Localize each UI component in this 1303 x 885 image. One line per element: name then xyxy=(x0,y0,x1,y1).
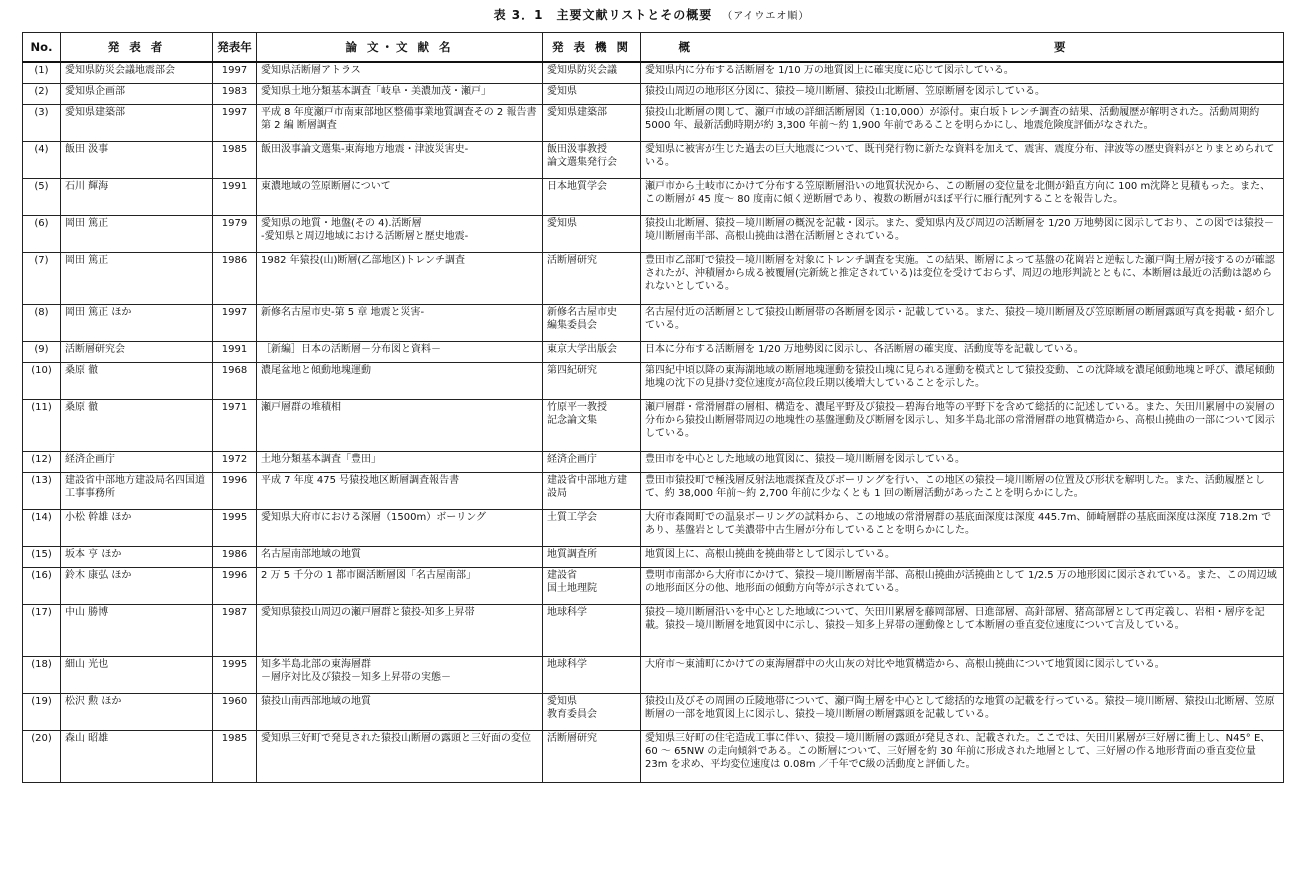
page-title xyxy=(0,6,1303,23)
table-row xyxy=(23,656,1284,693)
row-no: (2) xyxy=(23,83,61,104)
row-publisher: 地質調査所 xyxy=(543,546,641,567)
table-row xyxy=(23,83,1284,104)
row-author: 岡田 篤正 xyxy=(61,252,213,304)
table-row xyxy=(23,451,1284,472)
row-paper: 愛知県活断層アトラス xyxy=(257,62,543,83)
row-author: 桑原 徹 xyxy=(61,399,213,451)
row-paper: 愛知県の地質・地盤(その 4).活断層 -愛知県と周辺地域における活断層と歴史地震- xyxy=(257,215,543,252)
row-no: (10) xyxy=(23,362,61,399)
header-no: No. xyxy=(23,33,61,63)
row-no: (19) xyxy=(23,693,61,730)
row-paper: 愛知県土地分類基本調査「岐阜・美濃加茂・瀬戸」 xyxy=(257,83,543,104)
row-year: 1997 xyxy=(213,304,257,341)
row-summary: 日本に分布する活断層を 1/20 万地勢図に図示し、各活断層の確実度、活動度等を記載している。 xyxy=(641,341,1284,362)
row-paper: 猿投山南西部地域の地質 xyxy=(257,693,543,730)
table-row xyxy=(23,604,1284,656)
row-publisher: 地球科学 xyxy=(543,604,641,656)
row-publisher: 愛知県建築部 xyxy=(543,104,641,141)
row-author: 森山 昭雄 xyxy=(61,730,213,782)
row-paper: 愛知県三好町で発見された猿投山断層の露頭と三好面の変位 xyxy=(257,730,543,782)
row-publisher: 愛知県防災会議 xyxy=(543,62,641,83)
row-year: 1960 xyxy=(213,693,257,730)
row-paper: 新修名古屋市史-第 5 章 地震と災害- xyxy=(257,304,543,341)
row-year: 1986 xyxy=(213,252,257,304)
row-paper: 名古屋南部地域の地質 xyxy=(257,546,543,567)
row-year: 1971 xyxy=(213,399,257,451)
header-publisher: 発 表 機 関 xyxy=(543,33,641,63)
row-publisher: 土質工学会 xyxy=(543,509,641,546)
row-paper: 平成 7 年度 475 号猿投地区断層調査報告書 xyxy=(257,472,543,509)
row-summary: 第四紀中頃以降の東海湖地域の断層地塊運動を猿投山塊に見られる運動を模式として猿投変動、この沈降域を濃尾傾動地塊と呼び、濃尾傾動地塊の沈下の見掛け変位速度が高位段丘期以後増大していることを示した。 xyxy=(641,362,1284,399)
row-author: 岡田 篤正 xyxy=(61,215,213,252)
row-publisher: 愛知県 教育委員会 xyxy=(543,693,641,730)
row-author: 経済企画庁 xyxy=(61,451,213,472)
table-row xyxy=(23,304,1284,341)
row-year: 1991 xyxy=(213,178,257,215)
row-summary: 愛知県に被害が生じた過去の巨大地震について、既刊発行物に新たな資料を加えて、震害、震度分布、津波等の歴史資料がとりまとめられている。 xyxy=(641,141,1284,178)
row-summary: 豊明市南部から大府市にかけて、猿投－境川断層南半部、高根山撓曲が活撓曲として 1/2.5 万の地形図に図示されている。また、この周辺域の地形面区分の他、地形面の傾動方向等が示されている。 xyxy=(641,567,1284,604)
header-paper: 論 文・文 献 名 xyxy=(257,33,543,63)
row-author: 石川 輝海 xyxy=(61,178,213,215)
row-author: 愛知県防災会議地震部会 xyxy=(61,62,213,83)
header-author: 発 表 者 xyxy=(61,33,213,63)
row-paper: 飯田汲事論文選集-東海地方地震・津波災害史- xyxy=(257,141,543,178)
row-year: 1979 xyxy=(213,215,257,252)
table-row xyxy=(23,399,1284,451)
row-no: (18) xyxy=(23,656,61,693)
header-summary: 概 要 xyxy=(641,33,1284,63)
row-no: (20) xyxy=(23,730,61,782)
table-row xyxy=(23,509,1284,546)
row-publisher: 活断層研究 xyxy=(543,730,641,782)
row-summary: 猿投山北断層、猿投－境川断層の概況を記載・図示。また、愛知県内及び周辺の活断層を 1/20 万地勢図に図示しており、この図では猿投－境川断層南半部、高根山撓曲は潜在活断層とされている。 xyxy=(641,215,1284,252)
row-no: (12) xyxy=(23,451,61,472)
row-no: (9) xyxy=(23,341,61,362)
row-author: 岡田 篤正 ほか xyxy=(61,304,213,341)
row-no: (4) xyxy=(23,141,61,178)
row-paper: 平成 8 年度瀬戸市南東部地区整備事業地質調査その 2 報告書 第 2 編 断層調査 xyxy=(257,104,543,141)
row-summary: 豊田市乙部町で猿投－境川断層を対象にトレンチ調査を実施。この結果、断層によって基盤の花崗岩と逆転した瀬戸陶土層が接するのが確認されたが、沖積層から成る被覆層(完新統と推定されている)は変位を受けておらず、周辺の地形判読とともに、本断層は最近の活動は認められないとしている。 xyxy=(641,252,1284,304)
row-year: 1996 xyxy=(213,567,257,604)
row-summary: 大府市森岡町での温泉ボーリングの試料から、この地域の常滑層群の基底面深度は深度 445.7m、師崎層群の基底面深度は深度 718.2m であり、基盤岩として美濃帯中古生層が分布していることを明らかにした。 xyxy=(641,509,1284,546)
row-summary: 瀬戸層群・常滑層群の層相、構造を、濃尾平野及び猿投－碧海台地等の平野下を含めて総括的に記述している。また、矢田川累層中の炭層の分布から猿投山断層帯周辺の地塊性の基盤運動及び断層を図示し、知多半島北部の常滑層群の地質構造から、高根山撓曲の一部について図示している。 xyxy=(641,399,1284,451)
row-author: 中山 勝博 xyxy=(61,604,213,656)
row-paper: ［新編］日本の活断層－分布図と資料－ xyxy=(257,341,543,362)
row-paper: 東濃地域の笠原断層について xyxy=(257,178,543,215)
table-row xyxy=(23,693,1284,730)
row-publisher: 地球科学 xyxy=(543,656,641,693)
row-year: 1972 xyxy=(213,451,257,472)
table-row xyxy=(23,362,1284,399)
row-summary: 愛知県内に分布する活断層を 1/10 万の地質図上に確実度に応じて図示している。 xyxy=(641,62,1284,83)
row-summary: 地質図上に、高根山撓曲を撓曲帯として図示している。 xyxy=(641,546,1284,567)
row-year: 1968 xyxy=(213,362,257,399)
row-publisher: 愛知県 xyxy=(543,215,641,252)
row-no: (6) xyxy=(23,215,61,252)
row-publisher: 竹原平一教授 記念論文集 xyxy=(543,399,641,451)
row-year: 1995 xyxy=(213,656,257,693)
literature-table xyxy=(22,32,1284,783)
row-year: 1997 xyxy=(213,62,257,83)
row-year: 1997 xyxy=(213,104,257,141)
table-title: 表 3．1 主要文献リストとその概要 xyxy=(493,8,713,22)
row-author: 小松 幹雄 ほか xyxy=(61,509,213,546)
table-row xyxy=(23,730,1284,782)
row-year: 1991 xyxy=(213,341,257,362)
row-paper: 2 万 5 千分の 1 都市圏活断層図「名古屋南部」 xyxy=(257,567,543,604)
row-summary: 豊田市を中心とした地域の地質図に、猿投－境川断層を図示している。 xyxy=(641,451,1284,472)
row-publisher: 建設省中部地方建設局 xyxy=(543,472,641,509)
row-summary: 猿投山周辺の地形区分図に、猿投－境川断層、猿投山北断層、笠原断層を図示している。 xyxy=(641,83,1284,104)
row-paper: 1982 年猿投(山)断層(乙部地区)トレンチ調査 xyxy=(257,252,543,304)
row-no: (16) xyxy=(23,567,61,604)
row-publisher: 経済企画庁 xyxy=(543,451,641,472)
table-row xyxy=(23,141,1284,178)
row-no: (5) xyxy=(23,178,61,215)
row-summary: 瀬戸市から土岐市にかけて分布する笠原断層沿いの地質状況から、この断層の変位量を北側が鉛直方向に 100 m沈降と見積もった。また、この断層が 45 度～ 80 度南に傾く逆断層であり、複数の断層がほぼ平行に雁行配列することを報告した。 xyxy=(641,178,1284,215)
row-year: 1987 xyxy=(213,604,257,656)
row-year: 1986 xyxy=(213,546,257,567)
row-summary: 名古屋付近の活断層として猿投山断層帯の各断層を図示・記載している。また、猿投－境川断層及び笠原断層の断層露頭写真を掲載・紹介している。 xyxy=(641,304,1284,341)
row-no: (17) xyxy=(23,604,61,656)
row-publisher: 新修名古屋市史 編集委員会 xyxy=(543,304,641,341)
table-row xyxy=(23,472,1284,509)
row-year: 1985 xyxy=(213,141,257,178)
row-author: 松沢 勲 ほか xyxy=(61,693,213,730)
table-row xyxy=(23,62,1284,83)
table-row xyxy=(23,104,1284,141)
row-summary: 猿投－境川断層沿いを中心とした地域について、矢田川累層を藤岡部層、日進部層、高針部層、猪高部層として再定義し、岩相・層序を記載。猿投－境川断層を地質図中に示し、猿投－知多上昇帯の運動像として本断層の垂直変位速度について言及している。 xyxy=(641,604,1284,656)
row-year: 1983 xyxy=(213,83,257,104)
header-year: 発表年 xyxy=(213,33,257,63)
row-publisher: 建設省 国土地理院 xyxy=(543,567,641,604)
row-summary: 愛知県三好町の住宅造成工事に伴い、猿投－境川断層の露頭が発見され、記載された。ここでは、矢田川累層が三好層に衝上し、N45° E、60 ～ 65NW の走向傾斜である。この断層について、三好層を約 30 年前に形成された地層として、三好層の作る地形背面の垂直変位量 23m を求め、平均変位速度は 0.08m ／千年でC級の活動度と評価した。 xyxy=(641,730,1284,782)
row-summary: 豊田市猿投町で極浅層反射法地震探査及びボーリングを行い、この地区の猿投－境川断層の位置及び形状を解明した。また、活動履歴として、約 38,000 年前～約 2,700 年前に少なくとも 1 回の断層活動があったことを明らかにした。 xyxy=(641,472,1284,509)
row-author: 愛知県建築部 xyxy=(61,104,213,141)
row-author: 細山 光也 xyxy=(61,656,213,693)
row-no: (14) xyxy=(23,509,61,546)
row-publisher: 活断層研究 xyxy=(543,252,641,304)
table-row xyxy=(23,215,1284,252)
row-summary: 猿投山及びその周囲の丘陵地帯について、瀬戸陶土層を中心として総括的な地質の記載を行っている。猿投－境川断層、猿投山北断層、笠原断層の一部を地質図上に図示し、猿投－境川断層の断層露頭を記載している。 xyxy=(641,693,1284,730)
row-author: 桑原 徹 xyxy=(61,362,213,399)
row-author: 鈴木 康弘 ほか xyxy=(61,567,213,604)
row-no: (15) xyxy=(23,546,61,567)
row-publisher: 飯田汲事教授 論文選集発行会 xyxy=(543,141,641,178)
header-row xyxy=(23,33,1284,63)
row-paper: 瀬戸層群の堆積相 xyxy=(257,399,543,451)
table-row xyxy=(23,341,1284,362)
row-publisher: 東京大学出版会 xyxy=(543,341,641,362)
row-author: 愛知県企画部 xyxy=(61,83,213,104)
row-no: (3) xyxy=(23,104,61,141)
row-no: (13) xyxy=(23,472,61,509)
row-year: 1985 xyxy=(213,730,257,782)
row-publisher: 日本地質学会 xyxy=(543,178,641,215)
row-year: 1995 xyxy=(213,509,257,546)
row-no: (1) xyxy=(23,62,61,83)
row-no: (7) xyxy=(23,252,61,304)
row-paper: 知多半島北部の東海層群 －層序対比及び猿投－知多上昇帯の実態－ xyxy=(257,656,543,693)
row-author: 飯田 汲事 xyxy=(61,141,213,178)
row-paper: 土地分類基本調査「豊田」 xyxy=(257,451,543,472)
table-row xyxy=(23,546,1284,567)
row-paper: 愛知県猿投山周辺の瀬戸層群と猿投-知多上昇帯 xyxy=(257,604,543,656)
row-paper: 濃尾盆地と傾動地塊運動 xyxy=(257,362,543,399)
row-author: 活断層研究会 xyxy=(61,341,213,362)
row-publisher: 愛知県 xyxy=(543,83,641,104)
row-summary: 大府市～東浦町にかけての東海層群中の火山灰の対比や地質構造から、高根山撓曲について地質図に図示している。 xyxy=(641,656,1284,693)
row-publisher: 第四紀研究 xyxy=(543,362,641,399)
table-row xyxy=(23,178,1284,215)
table-row xyxy=(23,567,1284,604)
row-no: (8) xyxy=(23,304,61,341)
table-title-sub: （アイウエオ順） xyxy=(722,11,810,22)
row-no: (11) xyxy=(23,399,61,451)
row-author: 建設省中部地方建設局名四国道工事事務所 xyxy=(61,472,213,509)
table-row xyxy=(23,252,1284,304)
row-author: 坂本 亨 ほか xyxy=(61,546,213,567)
row-paper: 愛知県大府市における深層（1500m）ボーリング xyxy=(257,509,543,546)
row-summary: 猿投山北断層の関して、瀬戸市域の詳細活断層図（1:10,000）が添付。東白坂トレンチ調査の結果、活動履歴が解明された。活動周期約 5000 年、最新活動時期が約 3,300 年前～約 1,900 年前であることを明らかにし、地震危険度評価がなされた。 xyxy=(641,104,1284,141)
row-year: 1996 xyxy=(213,472,257,509)
